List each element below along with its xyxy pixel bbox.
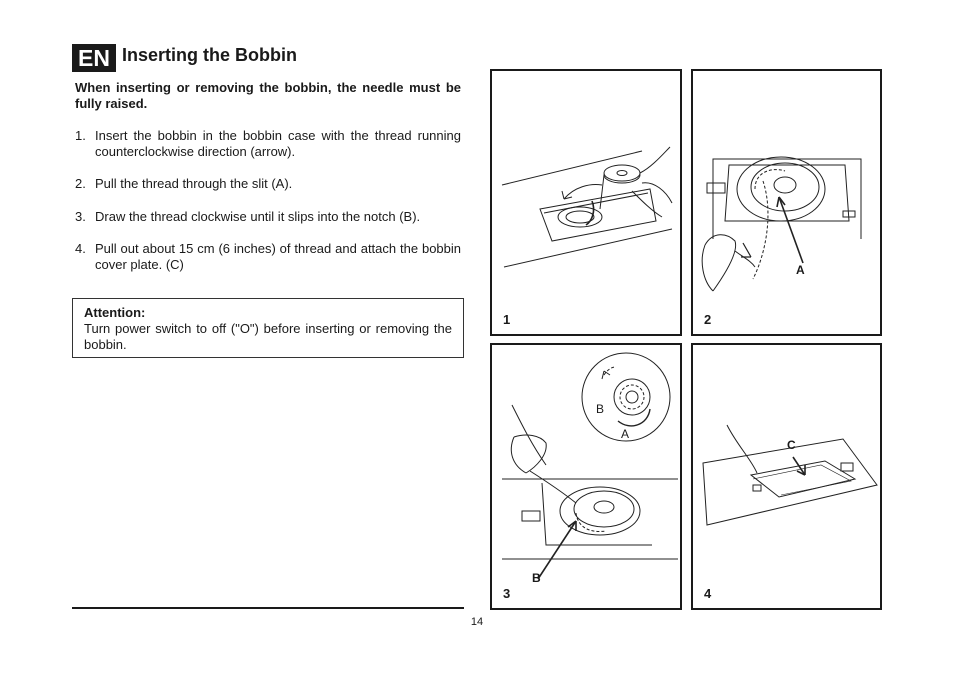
step-number: 3. [75,209,86,224]
language-badge: EN [72,44,116,72]
figure-2 [691,69,882,336]
inset-label-a: A [621,427,630,441]
step-2 [75,176,461,192]
step-text: Insert the bobbin in the bobbin case with the thread running counterclockwise direction (arrow). [95,128,461,159]
bobbin-insert-illustration [492,71,680,334]
label-a: A [796,263,805,277]
inset-label-b: B [596,402,605,416]
step-1 [75,128,461,160]
step-text: Pull out about 15 cm (6 inches) of thread and attach the bobbin cover plate. (C) [95,241,461,272]
page-title: Inserting the Bobbin [122,45,297,65]
page-number: 14 [470,616,484,628]
cover-plate-illustration [693,345,880,608]
figure-4 [691,343,882,610]
bottom-divider [72,607,464,609]
label-b: B [532,571,541,585]
step-text: Draw the thread clockwise until it slips into the notch (B). [95,209,421,224]
figure-number: 4 [704,586,712,601]
attention-box [72,298,464,358]
label-c: C [787,438,796,452]
figure-1 [490,69,682,336]
figure-number: 3 [503,586,511,601]
figure-number: 2 [704,312,712,327]
thread-slit-illustration [693,71,880,334]
step-4 [75,241,461,273]
step-3 [75,209,461,225]
step-number: 2. [75,176,86,191]
step-number: 4. [75,241,86,256]
attention-title: Attention: [84,305,146,320]
attention-text: Turn power switch to off ("O") before inserting or removing the bobbin. [84,321,452,352]
step-text: Pull the thread through the slit (A). [95,176,293,191]
thread-notch-illustration [492,345,680,608]
figure-3 [490,343,682,610]
figure-number: 1 [503,312,511,327]
step-number: 1. [75,128,86,143]
intro-warning: When inserting or removing the bobbin, the needle must be fully raised. [75,80,461,111]
